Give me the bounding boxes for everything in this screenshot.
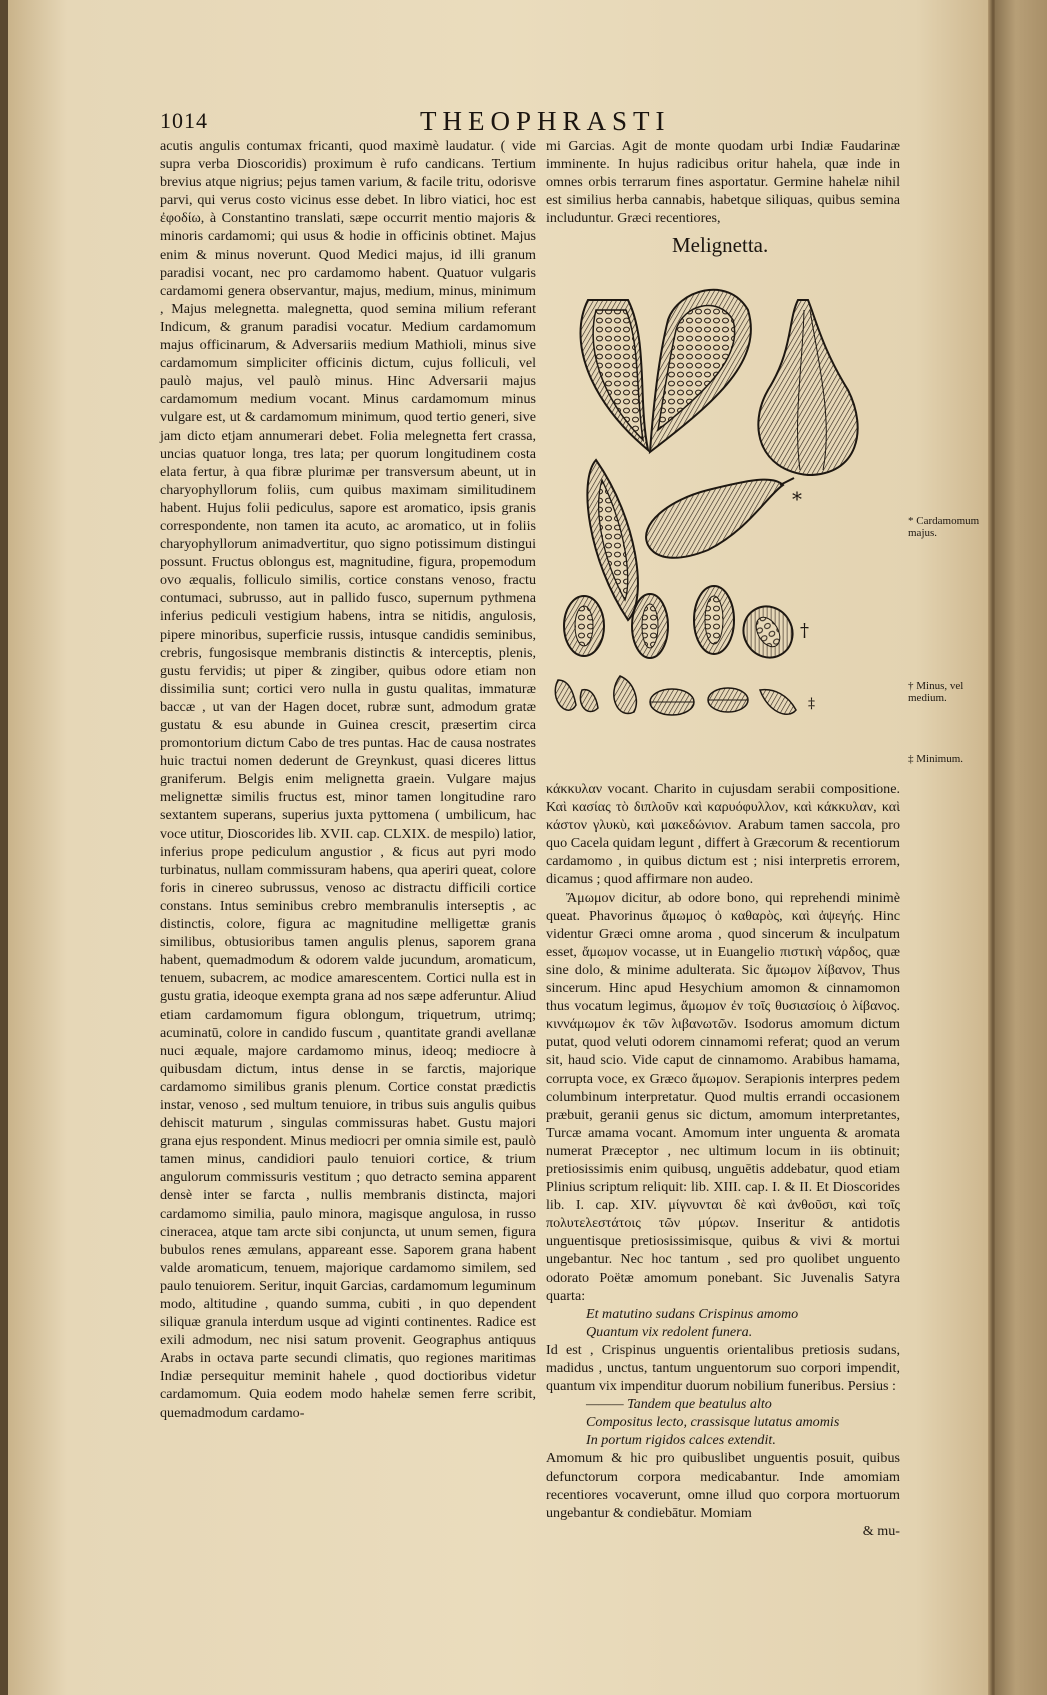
right-paragraph: κάκκυλαν vocant. Charito in cujusdam serabii compositione. Καὶ κασίας τὸ διπλοῦν καὶ καρυόφυλλον, καὶ κάκκυλαν, καὶ κάστον γλυκὺ, καὶ μακεδώνιον. Arabum tamen saccola, pro quo Cacela quidam legunt , differt à Græcorum & recentiorum cardamomo , in quibus dictum est ; nisi interpretis errorem, dicamus ; quod affirmare non audeo.	[546, 781, 900, 888]
verse-line: ——— Tandem que beatulus alto	[586, 1396, 772, 1413]
right-paragraph: Id est , Crispinus unguentis orientalibus pretiosis sudans, madidus , unctus, tantum unguentorum suo corpori impendit, quantum vix impenditur duorum nobilium funeribus. Persius :	[546, 1341, 900, 1395]
left-column-text: acutis angulis contumax fricanti, quod maximè laudatur. ( vide supra verba Dioscoridis) proximum è rufo candicans. Tertium brevius atque nigrius; pejus tamen varium, & facile tritu, odorisve parvi, qui verus costo vicinus esse debet. In libro viatici, hoc est ἐφοδίω, à Constantino translati, sæpe occurrit mentio majoris & minoris cardamomi; qui usus & hodie in officinis obtinet. Majus enim & minus noverunt. Quod Medici majus, id illi granum paradisi vocant, nec pro cardamomo habent. Quatuor vulgaris cardamomi genera observantur, majus, medium, minus, minimum , Majus melegnetta. malegnetta, quod semina milium referant Indicum, & granum paradisi vocatur. Medium cardamomum majus officinarum, & Adversariis medium Mathioli, minus sive cardamomum simpliciter officinis dictum, cujus folliculi, vel paulò majus, vel paulò minus. Hinc Adversarii majus cardamomum medium vocant. Minus cardamomum minus vulgare est, ut & cardamomum minimum, quod tertio generi, sive jam dicto etjam annumerari debet. Folia melegnetta fert crassa, uncias quatuor longa, tres lata; per quorum longitudinem costa elata fertur, à qua fibræ plurimæ per transversum abeunt, ut in charyophyllorum foliis, cum quibus maximam similitudinem habent. Hujus folii pediculus, sapore est aromatico, ipsis granis correspondente, non tamen ita acuto, ac aromatico, ut in foliis charyophyllorum animadvertitur, quo signo potissimum distingui possunt. Fructus oblongus est, magnitudine, figura, propemodum ovo æqualis, folliculo similis, cortice constans venoso, fractu contumaci, subrusso, aut in pallido fusco, supernum pythmena inferius pediculi vestigium habens, intra se nitidis, angulosis, pipere minoribus, superficie russis, intusque candidis seminibus, crebris, fungosisque membranis distinctis & interceptis, plenis, gustu fervidis; ut piper & zingiber, quibus odore etiam non dissimilia sunt; cortici vero nulla in gustu qualitas, immaturæ baccæ , ut van der Hagen docet, rubræ sunt, admodum gratæ gustatu & esu abunde in Guinea crescit, præsertim circa promontorium dictum Cabo de tres puntas. Hac de causa nostrates huic tractui nomen dederunt de Greynkust, quasi diceres littus graniferum. Belgis enim melignetta graein. Vulgare majus melignettæ similis fructus est, minor tamen longitudine raro sextantem superans, superius juxta pyttomena ( umbilicum, hac voce utitur, Dioscorides lib. XVII. cap. CLXIX. de mespilo) latior, inferius prope pediculum angustior , & ficus aut pyri modo turbinatus, nullam commissuram habens, qua aperiri queat, colore foris in cinereo subrussus, venoso ac distractu difficili cortice constans. Intus seminibus crebro membranulis interseptis , ac distinctis, colore, figura ac magnitudine melligettæ granis similibus, obtusioribus tamen angulis plenus, saporem grana habent, quemadmodum & odorem valde jucundum, aromaticum, tenuem, subacrem, ac modice amarescentem. Cortici nulla est in gustu gratia, ideoque exempta grana ad nos sæpe adferuntur. Aliud etiam cardamomum figura oblongum, triquetrum, utrimq; acuminatū, colore in candido fuscum , quantitate grandi avellanæ nuci æquale, majore cardamomo minus, ideoq; mediocre à quibusdam dictum, intus dense in se farctis, majorique cardamomo similibus granis plenum. Cortice constat prædictis instar, venoso , sed multum tenuiore, in tribus suis angulis quibus dehiscit maturum , singulas commissuras habet. Gustu majori grana ejus respondent. Minus mediocri per omnia simile est, paulò tamen minus, candidiori paulo tenuiori cortice, & trium angulorum commissuris vestitum ; quo detracto semina apparent densè inter se farcta , nullis membranis distincta, majori cardamomo similia, paulo minora, magisque angulosa, in russo cineracea, atque tam arcte sibi conjuncta, ut unum semen, figura bubulos renes æmulans, appareant esse. Saporem grana habent valde aromaticum, tenuem, majorique cardamomo similem, sed paulo tenuiorem. Seritur, inquit Garcias, cardamomum leguminum modo, altitudine , quando summa, cubiti , in quo dependent siliquæ granula interdum usque ad viginti continentes. Radice est exili admodum, nec nisi satum provenit. Geographus antiquus Arabs in octava parte secundi climatis, quo regiones maritimas Indiæ persequitur meminit hahele , quod doctioribus videtur cardamomum. Quia eodem modo hahelæ semen ferre scribit, quemadmodum cardamo-	[160, 138, 536, 1421]
verse-line: Et matutino sudans Crispinus amomo	[586, 1305, 799, 1322]
margin-note-medium: † Minus, vel medium.	[908, 680, 964, 704]
small-pods-row	[555, 676, 796, 715]
whole-fruit	[758, 300, 857, 475]
right-paragraph: Amomum & hic pro quibuslibet unguentis posuit, quibus defunctorum corpora medicabantur. Inde amomiam recentiores vocaverunt, omne illud quo corpora mortuorum ungebantur & condiebātur. Momiam	[546, 1450, 900, 1521]
right-column-top	[546, 137, 900, 227]
catchword: & mu-	[862, 1522, 900, 1539]
right-paragraph: Ἄμωμον dicitur, ab odore bono, qui reprehendi minimè queat. Phavorinus ἄμωμος ὁ καθαρὸς, καὶ ἀψεγής. Hinc videntur Græci omne aroma , quod sincerum & inculpatum esset, ἄμωμον vocasse, ut in Euangelio πιστικὴ νάρδος, quæ sine dolo, & minime adulterata. Sic ἄμωμον λίβανον, Thus sincerum. Hinc apud Hesychium amomon & cinnamomon thus vocatum legimus, ἄμωμον ἐν τοῖς θυσιασίοις ὁ λίβανος. κιννάμωμον ἐκ τῶν λιβανωτῶν. Isodorus amomum dictum putat, quod veluti odorem cinnamomi referat; quod an verum sit, haud scio. Vide caput de cinnamomo. Arabibus hamama, corrupta voce, ex Græco ἄμωμον. Serapionis interpres pedem columbinum interpretatur. Quod multis errandi occasionem præbuit, geranii genus sic dictum, amomum interpretantes, Turcæ amama vocant. Amomum inter unguenta & aromata numerat Præceptor , nec ultimum locum in iis obtinuit; pretiosissimis enim quibusq, unguētis addebatur, quod etiam Plinius scriptum reliquit: lib. XIII. cap. I. & II. Et Dioscorides lib. I. cap. XIV. μίγνυνται δὲ καὶ ἀνθοῦσι, καὶ τοῖς πολυτελεστάτοις τῶν μύρων. Inseritur & antidotis unguentisque pretiosissimisque, quibus & vivi & mortui ungebantur. Nec hoc tantum , sed pro quolibet unguento odorato Poëtæ amomum ponebant. Sic Juvenalis Satyra quarta:	[546, 889, 900, 1304]
elongated-whole-pod	[646, 478, 794, 558]
margin-note-minimum: ‡ Minimum.	[908, 753, 964, 765]
right-column-bottom	[546, 780, 900, 1640]
margin-note-major: * Cardamomum majus.	[908, 515, 980, 539]
left-column	[160, 137, 536, 1637]
melignetta-illustration	[568, 280, 904, 780]
svg-text:†: †	[800, 620, 809, 641]
medium-pods-row	[564, 586, 802, 667]
svg-text:‡: ‡	[808, 696, 815, 712]
illustration-svg	[568, 280, 904, 780]
figure-title: Melignetta.	[672, 233, 769, 257]
running-title: THEOPHRASTI	[420, 106, 671, 136]
elongated-open-pod	[587, 460, 638, 620]
svg-text:*: *	[792, 487, 802, 511]
right-column-top-text: mi Garcias. Agit de monte quodam urbi Indiæ Faudarinæ imminente. In hujus radicibus oritur hahela, quæ inde in omnes orbis terrarum fines asportatur. Germine hahelæ nihil est similius herba cannabis, habetque siliquas, quibus semina includuntur. Græci recentiores,	[546, 138, 900, 227]
page-number: 1014	[160, 108, 208, 133]
next-page-edge	[995, 0, 1047, 1695]
verse-line: In portum rigidos calces extendit.	[586, 1432, 776, 1449]
verse-line: Quantum vix redolent funera.	[586, 1323, 753, 1340]
verse-line: Compositus lecto, crassisque lutatus amomis	[586, 1414, 840, 1431]
open-pod-halves	[581, 290, 751, 452]
